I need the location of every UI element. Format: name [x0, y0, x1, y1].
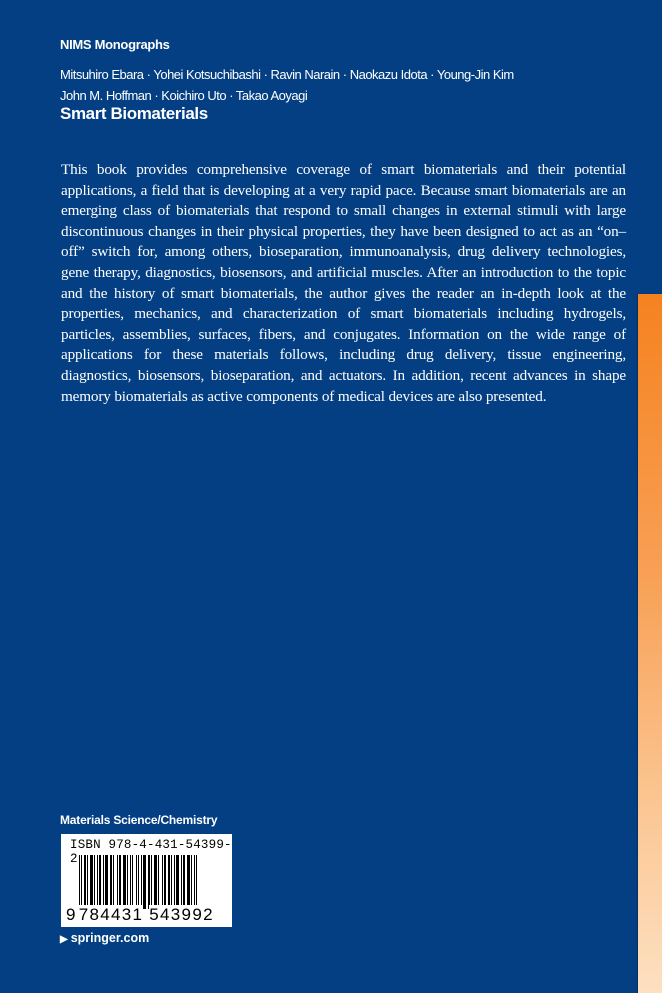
- isbn-label: ISBN 978-4-431-54399-2: [70, 838, 232, 866]
- authors-line-1: Mitsuhiro Ebara · Yohei Kotsuchibashi · Ravin Narain · Naokazu Idota · Young-Jin Kim: [60, 67, 514, 82]
- website-label: springer.com: [70, 931, 150, 945]
- barcode-group-2: 543992: [149, 905, 214, 924]
- triangle-right-icon: ▶: [60, 934, 68, 945]
- authors-line-2: John M. Hoffman · Koichiro Uto · Takao Aoyagi: [60, 88, 308, 103]
- book-title: Smart Biomaterials: [60, 104, 208, 123]
- publisher-website[interactable]: [60, 931, 149, 945]
- barcode-group-1: 784431: [78, 905, 144, 924]
- barcode-digits: [66, 905, 214, 925]
- accent-strip: [638, 294, 662, 993]
- isbn-barcode: [61, 834, 232, 927]
- barcode-first-digit: 9: [66, 905, 77, 924]
- series-name: NIMS Monographs: [60, 37, 170, 52]
- subject-category: Materials Science/Chemistry: [60, 813, 218, 827]
- book-description: This book provides comprehensive coverage of smart biomaterials and their potential applications, a field that is developing at a very rapid pace. Because smart biomaterials are an emerging class of biomaterials that respond to small changes in external stimuli with large discontinuous changes in their physical properties, they have been designed to act as an “on–off” switch for, among others, bioseparation, immunoanalysis, drug delivery technologies, gene therapy, diagnostics, biosensors, and artificial muscles. After an introduction to the topic and the history of smart biomaterials, the author gives the reader an in-depth look at the properties, mechanics, and characterization of smart biomaterials including hydrogels, particles, assemblies, surfaces, fibers, and conjugates. Information on the wide range of applications for these materials follows, including drug delivery, tissue engineering, diagnostics, biosensors, bioseparation, and actuators. In addition, recent advances in shape memory biomaterials as active components of medical devices are also presented.: [61, 161, 626, 405]
- author-list: [60, 64, 620, 106]
